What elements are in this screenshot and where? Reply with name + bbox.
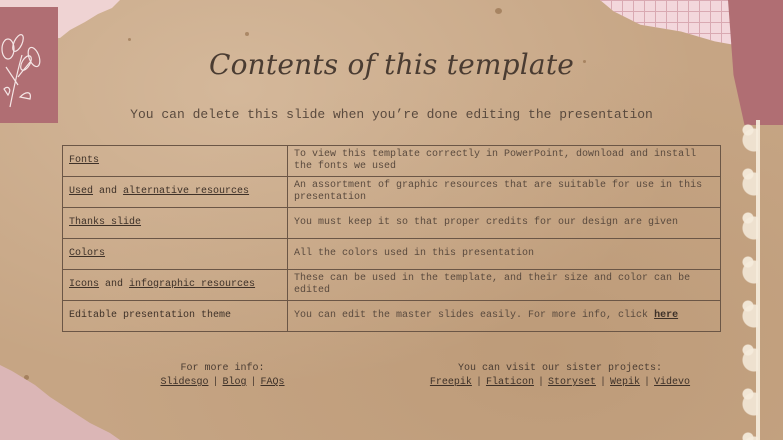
row-title-text: and [99,278,130,290]
row-description: To view this template correctly in PowerPoint, download and install the fonts we used [288,146,721,177]
grid-paper-scrap [600,0,735,45]
row-description: These can be used in the template, and their size and color can be edited [288,270,721,301]
colors-link[interactable]: Colors [69,247,106,259]
footer-sister-projects-label: You can visit our sister projects: [457,363,663,374]
row-title-cell [63,301,288,332]
slide-title: Contents of this template [208,48,575,81]
wepik-link[interactable]: Wepik [610,377,641,388]
flaticon-link[interactable]: Flaticon [485,377,534,388]
table-row [63,239,721,270]
row-description: You must keep it so that proper credits for our design are given [288,208,721,239]
paper-speck [495,8,502,14]
separator: | [600,377,607,388]
table-row [63,208,721,239]
paper-speck [128,38,131,41]
row-description: You can edit the master slides easily. For more info, click [294,309,655,321]
table-row [63,270,721,301]
table-row [63,146,721,177]
row-description: An assortment of graphic resources that are suitable for use in this presentation [288,177,721,208]
footer-more-info [145,362,300,390]
footer-sister-projects [410,362,710,390]
freepik-link[interactable]: Freepik [429,377,472,388]
row-title-cell [63,177,288,208]
separator: | [644,377,651,388]
separator: | [212,377,219,388]
infographic-resources-link[interactable]: infographic resources [129,278,256,290]
row-title-cell [63,270,288,301]
alternative-resources-link[interactable]: alternative resources [123,185,250,197]
paper-speck [245,32,249,36]
slidesgo-link[interactable]: Slidesgo [160,377,209,388]
torn-pink-paper-bottom [0,365,120,440]
table-row [63,301,721,332]
used-link[interactable]: Used [69,185,94,197]
table-row [63,177,721,208]
icons-link[interactable]: Icons [69,278,100,290]
row-title-cell [63,239,288,270]
separator: | [537,377,544,388]
row-description-cell [288,301,721,332]
blog-link[interactable]: Blog [222,377,247,388]
contents-table [62,145,721,332]
storyset-link[interactable]: Storyset [547,377,596,388]
separator: | [250,377,257,388]
separator: | [475,377,482,388]
slide-subtitle: You can delete this slide when you’re done editing the presentation [130,107,653,122]
row-title-cell [63,146,288,177]
thanks-slide-link[interactable]: Thanks slide [69,216,142,228]
row-description: All the colors used in this presentation [288,239,721,270]
row-title-cell [63,208,288,239]
lace-trim [742,120,770,440]
footer-more-info-label: For more info: [180,363,265,374]
here-link[interactable]: here [654,309,679,321]
videvo-link[interactable]: Videvo [654,377,691,388]
row-title-text: and [93,185,124,197]
fonts-link[interactable]: Fonts [69,154,100,166]
row-title-text: Editable presentation theme [69,309,232,321]
faqs-link[interactable]: FAQs [260,377,285,388]
